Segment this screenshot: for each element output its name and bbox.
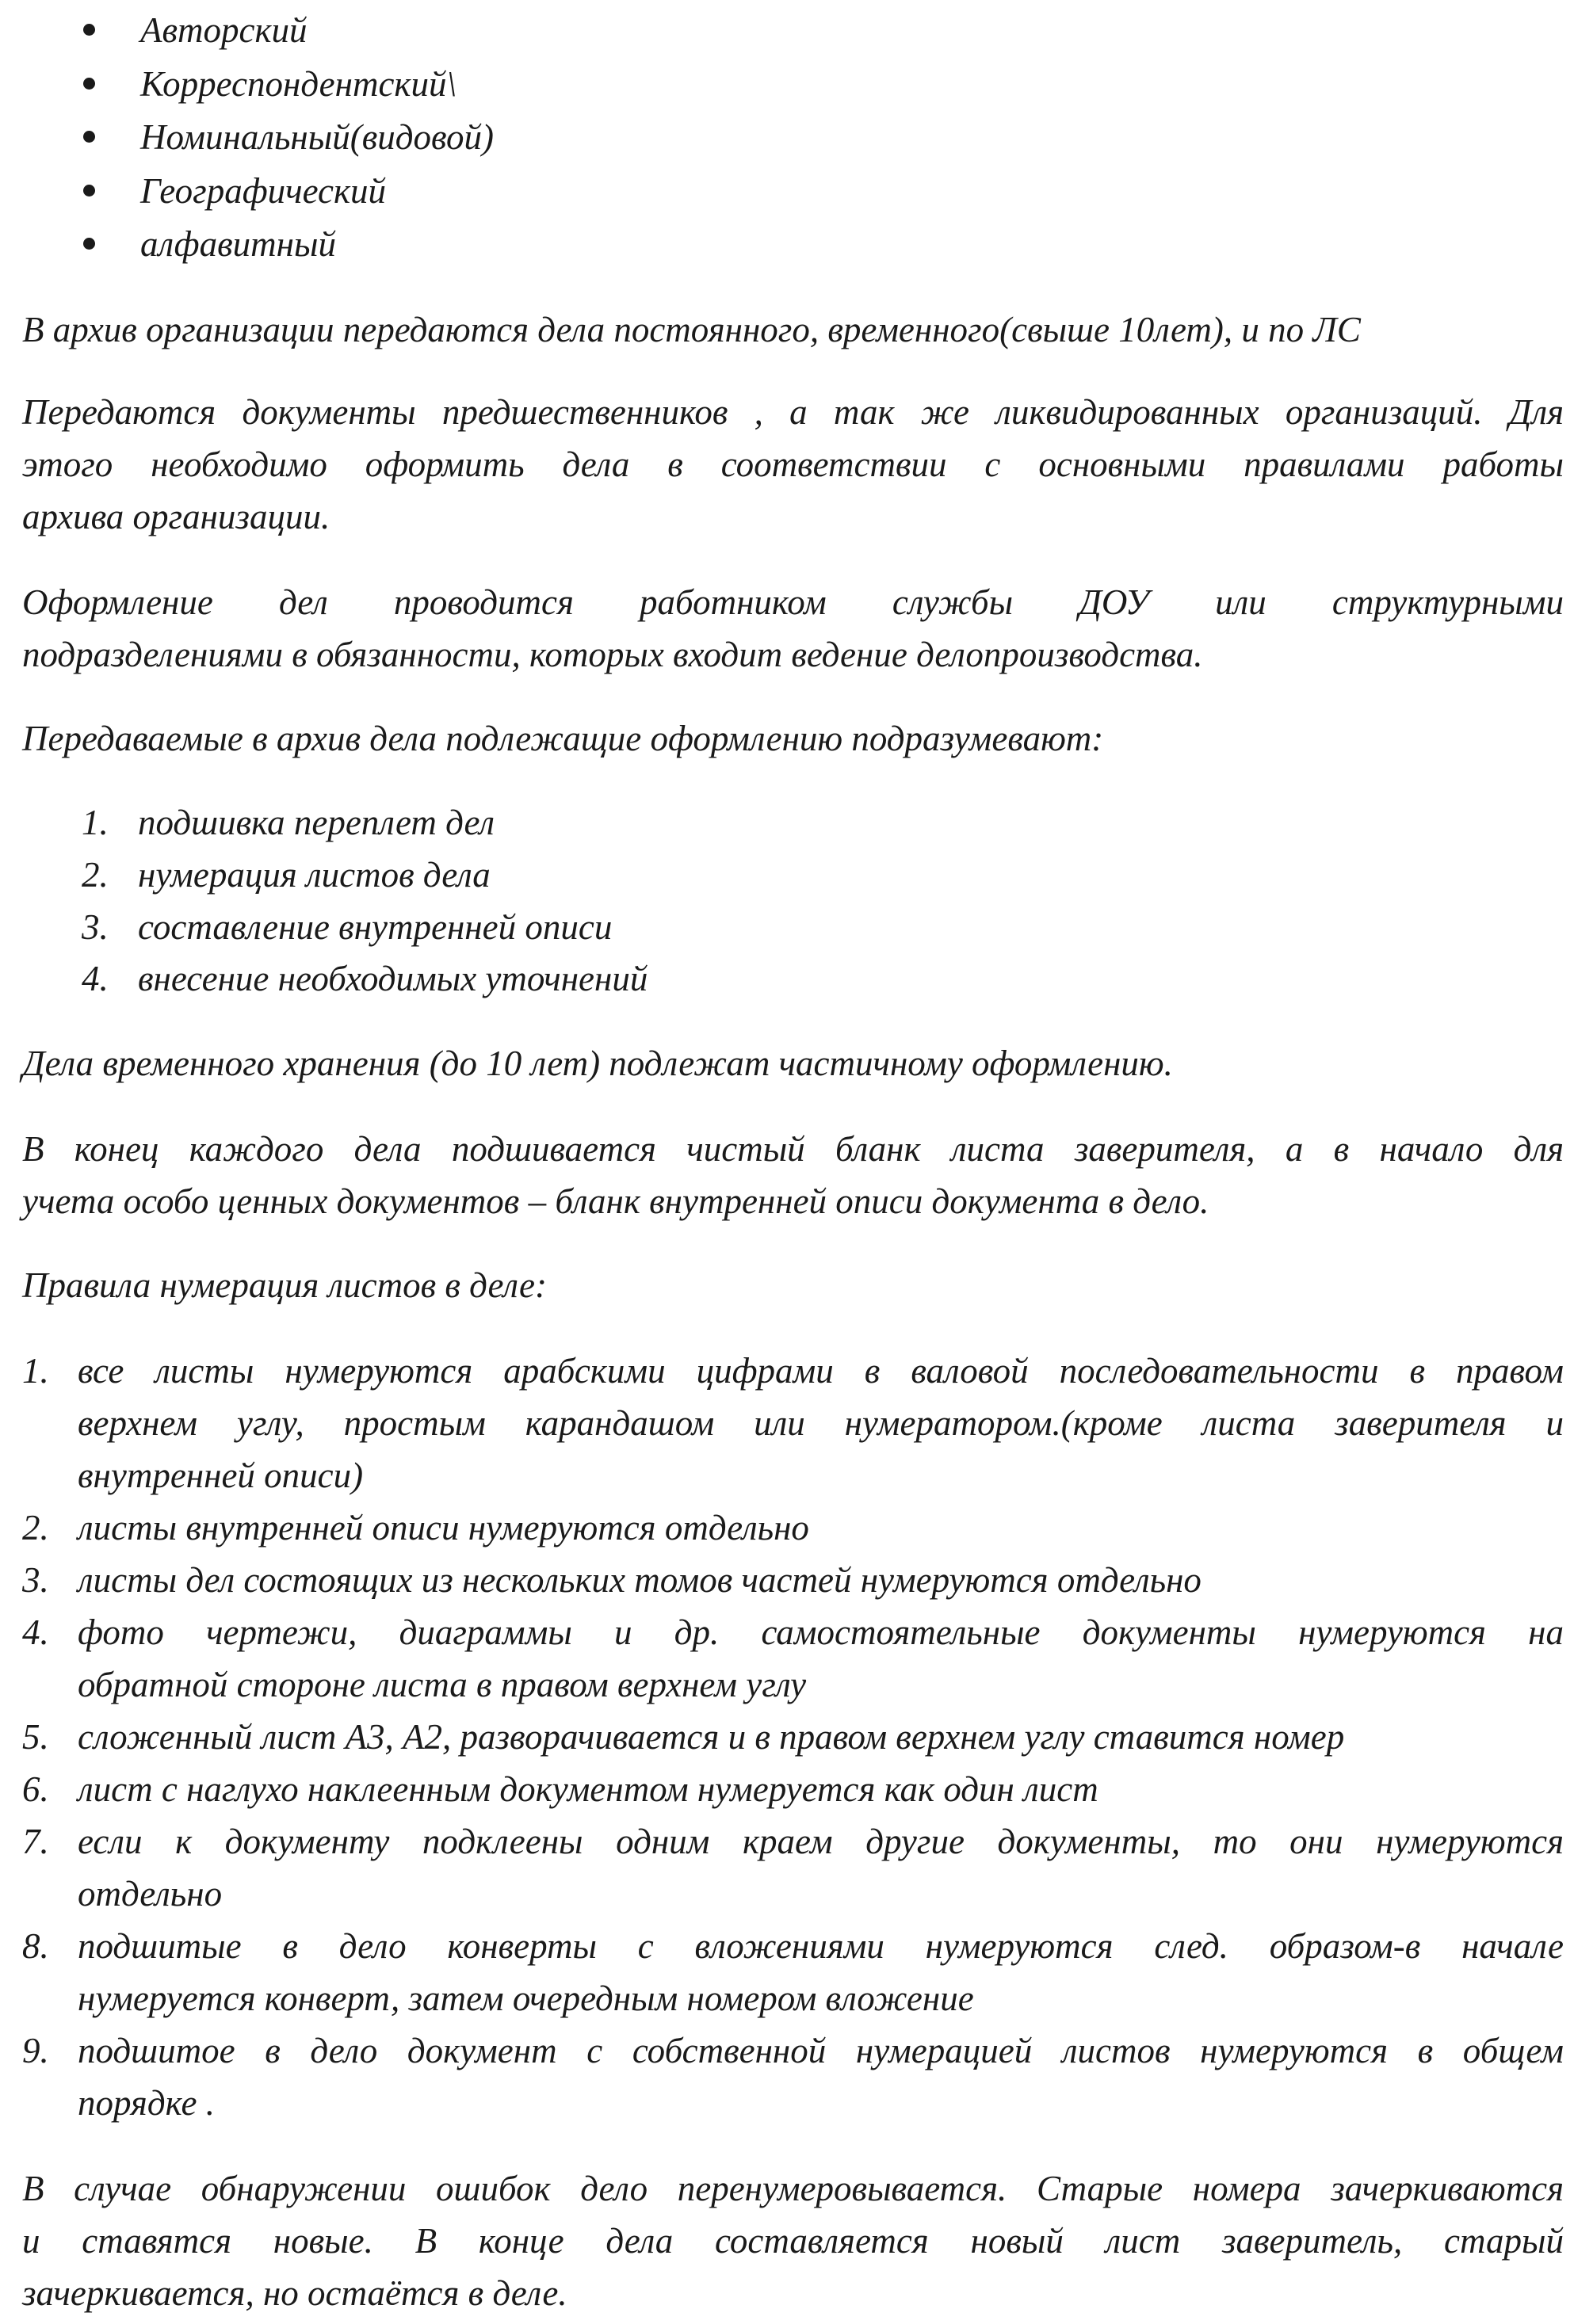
list-item-line: листы внутренней описи нумеруются отдельно: [78, 1508, 809, 1547]
list-item: внесение необходимых уточнений: [138, 959, 648, 998]
list-item: нумерация листов дела: [138, 855, 491, 895]
paragraph-renumbering-line: зачеркивается, но остаётся в деле.: [22, 2273, 567, 2313]
list-number: 2.: [22, 1508, 49, 1547]
list-item-line: нумеруется конверт, затем очередным номером вложение: [78, 1979, 974, 2018]
list-number: 7.: [22, 1822, 49, 1861]
paragraph-certifier-line: учета особо ценных документов – бланк внутренней описи документа в дело.: [22, 1181, 1209, 1221]
list-item-line: подшитые в дело конверты с вложениями нумеруются след. образом-в начале: [78, 1926, 1564, 1966]
paragraph-processing-line: подразделениями в обязанности, которых входит ведение делопроизводства.: [22, 635, 1203, 674]
list-number: 8.: [22, 1926, 49, 1966]
list-item: подшивка переплет дел: [138, 803, 495, 842]
bullet-item: алфавитный: [140, 224, 336, 264]
bullet-marker: [83, 131, 95, 143]
bullet-marker: [83, 185, 95, 197]
list-item-line: внутренней описи): [78, 1456, 364, 1495]
paragraph-list-intro: Передаваемые в архив дела подлежащие оформлению подразумевают:: [22, 719, 1104, 758]
bullet-item: Географический: [140, 171, 387, 211]
list-item-line: верхнем углу, простым карандашом или нумератором.(кроме листа заверителя и: [78, 1403, 1564, 1443]
list-item-line: порядке .: [78, 2083, 215, 2123]
paragraph-predecessors-line: этого необходимо оформить дела в соответствии с основными правилами работы: [22, 445, 1564, 484]
list-item-line: фото чертежи, диаграммы и др. самостоятельные документы нумеруются на: [78, 1612, 1564, 1652]
list-number: 4.: [82, 959, 109, 998]
list-number: 2.: [82, 855, 109, 895]
list-item-line: лист с наглухо наклеенным документом нумеруется как один лист: [78, 1769, 1098, 1809]
bullet-marker: [83, 78, 95, 90]
paragraph-predecessors-line: архива организации.: [22, 497, 330, 536]
paragraph-temporary-storage: Дела временного хранения (до 10 лет) подлежат частичному оформлению.: [22, 1044, 1173, 1083]
paragraph-renumbering-line: В случае обнаружении ошибок дело перенумеровывается. Старые номера зачеркиваются: [22, 2169, 1564, 2208]
list-item-line: все листы нумеруются арабскими цифрами в валовой последовательности в правом: [78, 1351, 1564, 1391]
paragraph-processing-line: Оформление дел проводится работником службы ДОУ или структурными: [22, 582, 1564, 622]
list-number: 1.: [82, 803, 109, 842]
list-number: 4.: [22, 1612, 49, 1652]
list-number: 9.: [22, 2031, 49, 2070]
list-number: 3.: [82, 907, 109, 947]
list-number: 3.: [22, 1560, 49, 1600]
bullet-marker: [83, 24, 95, 36]
bullet-marker: [83, 238, 95, 250]
paragraph-archive-transfer: В архив организации передаются дела постоянного, временного(свыше 10лет), и по ЛС: [22, 310, 1361, 349]
bullet-item: Авторский: [140, 10, 308, 50]
bullet-item: Корреспондентский\: [140, 64, 457, 104]
list-number: 6.: [22, 1769, 49, 1809]
list-item-line: обратной стороне листа в правом верхнем углу: [78, 1665, 807, 1704]
list-number: 5.: [22, 1717, 49, 1757]
list-item: составление внутренней описи: [138, 907, 613, 947]
list-number: 1.: [22, 1351, 49, 1391]
list-item-line: отдельно: [78, 1874, 223, 1914]
list-item-line: сложенный лист А3, А2, разворачивается и в правом верхнем углу ставится номер: [78, 1717, 1345, 1757]
paragraph-predecessors-line: Передаются документы предшественников , а так же ликвидированных организаций. Для: [22, 392, 1564, 432]
bullet-item: Номинальный(видовой): [140, 117, 494, 157]
list-item-line: подшитое в дело документ с собственной нумерацией листов нумеруются в общем: [78, 2031, 1564, 2070]
list-item-line: если к документу подклеены одним краем другие документы, то они нумеруются: [78, 1822, 1564, 1861]
list-item-line: листы дел состоящих из нескольких томов частей нумеруются отдельно: [78, 1560, 1202, 1600]
paragraph-numbering-rules-heading: Правила нумерация листов в деле:: [22, 1265, 548, 1305]
paragraph-certifier-line: В конец каждого дела подшивается чистый бланк листа заверителя, а в начало для: [22, 1129, 1564, 1169]
paragraph-renumbering-line: и ставятся новые. В конце дела составляется новый лист заверитель, старый: [22, 2221, 1564, 2261]
